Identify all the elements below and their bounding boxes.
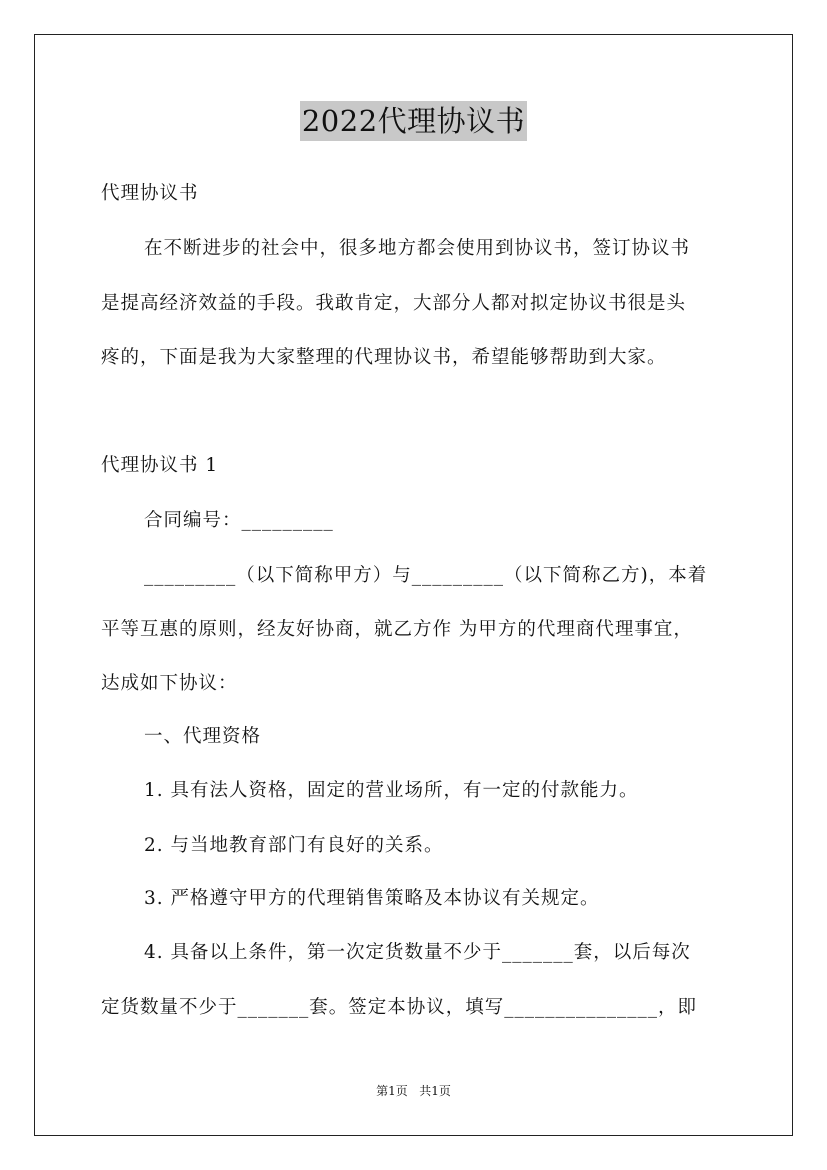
paragraph-line: 3. 严格遵守甲方的代理销售策略及本协议有关规定。 <box>144 888 600 909</box>
paragraph-line: 合同编号：_________ <box>144 510 334 531</box>
paragraph-line: 一、代理资格 <box>144 726 262 747</box>
paragraph-line: 2. 与当地教育部门有良好的关系。 <box>144 835 444 856</box>
paragraph-line: 疼的，下面是我为大家整理的代理协议书，希望能够帮助到大家。 <box>101 347 667 368</box>
paragraph-line: _________（以下简称甲方）与_________（以下简称乙方)，本着 <box>144 565 708 586</box>
title-container <box>0 101 827 141</box>
page-total: 共1页 <box>419 1084 451 1098</box>
page-number: 第1页 <box>376 1084 408 1098</box>
paragraph-line: 1. 具有法人资格，固定的营业场所，有一定的付款能力。 <box>144 780 639 801</box>
paragraph-line: 平等互惠的原则，经友好协商，就乙方作 为甲方的代理商代理事宜， <box>101 619 693 640</box>
section-heading: 代理协议书 <box>101 183 199 204</box>
section-heading: 代理协议书 1 <box>101 455 219 476</box>
paragraph-line: 定货数量不少于_______套。签定本协议，填写_______________，即 <box>101 997 698 1018</box>
paragraph-line: 在不断进步的社会中，很多地方都会使用到协议书，签订协议书 <box>144 238 691 259</box>
paragraph-line: 达成如下协议： <box>101 673 238 694</box>
document-title: 2022代理协议书 <box>300 101 527 141</box>
page-footer <box>0 1083 827 1099</box>
paragraph-line: 是提高经济效益的手段。我敢肯定，大部分人都对拟定协议书很是头 <box>101 293 687 314</box>
paragraph-line: 4. 具备以上条件，第一次定货数量不少于_______套，以后每次 <box>144 942 691 963</box>
